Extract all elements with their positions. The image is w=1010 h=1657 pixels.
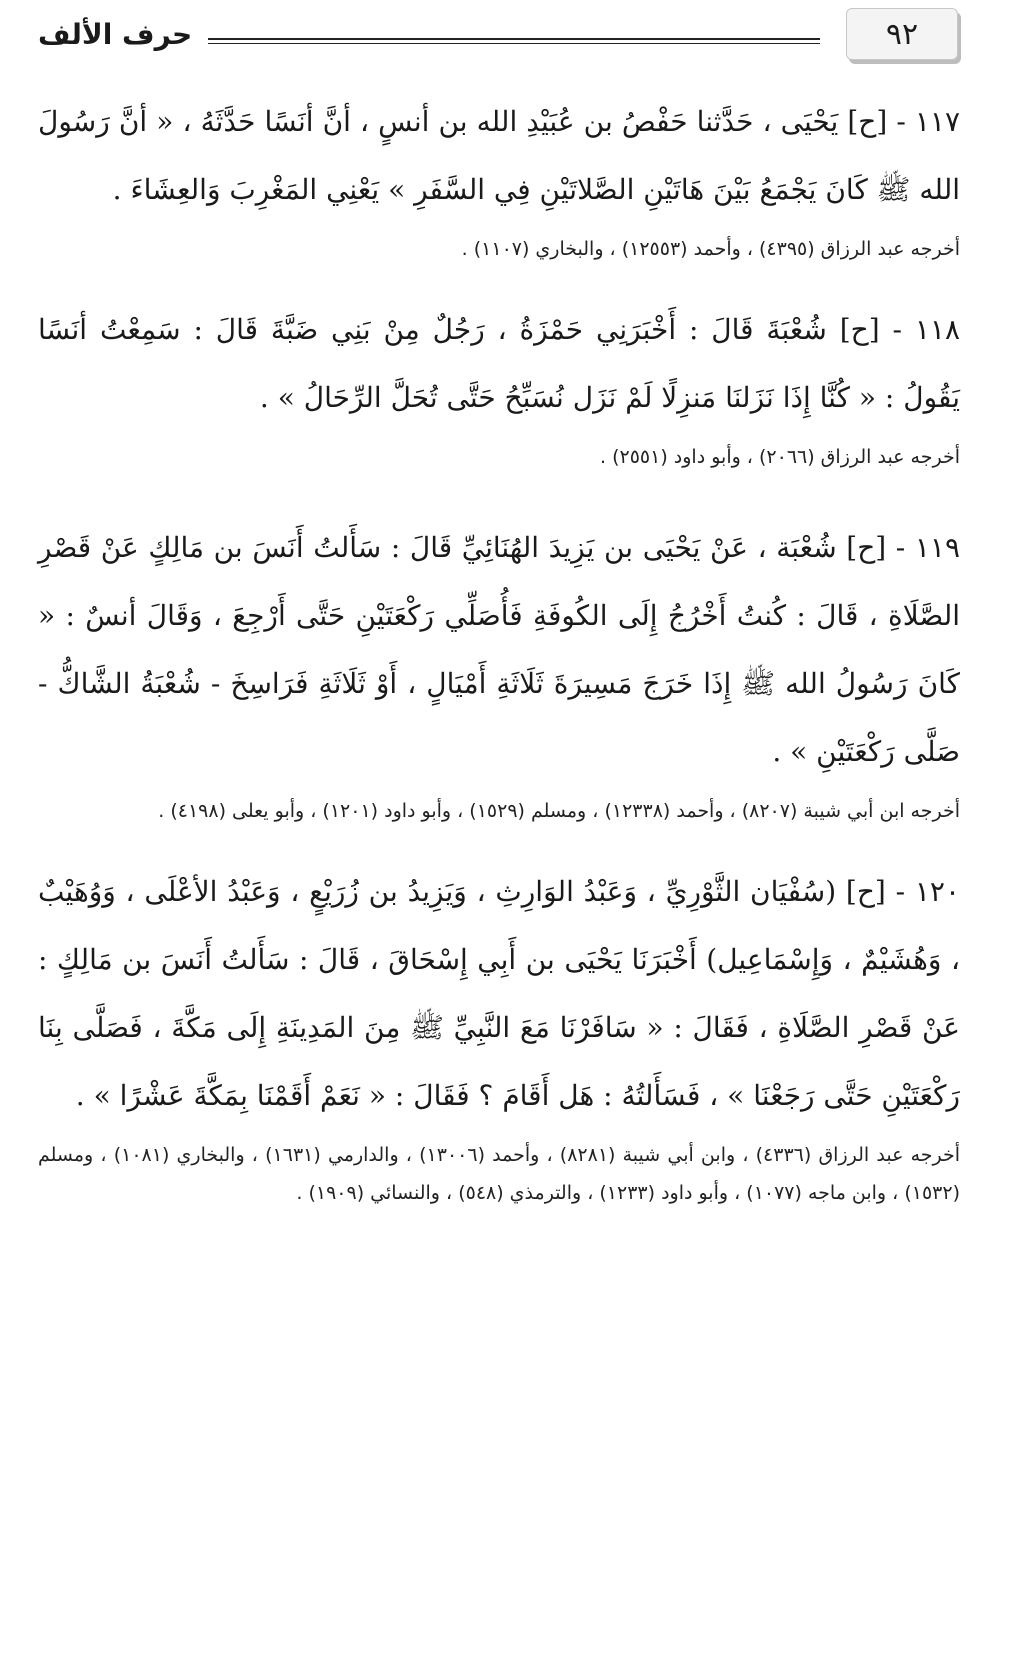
hadith-120 bbox=[38, 858, 960, 1212]
hadith-text: ١١٧ - [ح] يَحْيَى ، حَدَّثنا حَفْصُ بن عُبَيْدِ الله بن أنسٍ ، أنَّ أنَسًا حَدَّثَهُ ، « أنَّ رَسُولَ الله ﷺ كَانَ يَجْمَعُ بَيْنَ هَاتَيْنِ الصَّلاتَيْنِ فِي السَّفَرِ » يَعْنِي المَغْرِبَ وَالعِشَاءَ . bbox=[38, 105, 960, 206]
chapter-title: حرف الألف bbox=[38, 18, 193, 51]
page-body bbox=[38, 88, 960, 1212]
hadith-takhrij: أخرجه عبد الرزاق (٤٣٩٥) ، وأحمد (١٢٥٥٣) ، والبخاري (١١٠٧) . bbox=[461, 238, 960, 260]
hadith-117 bbox=[38, 88, 960, 268]
hadith-takhrij: أخرجه ابن أبي شيبة (٨٢٠٧) ، وأحمد (١٢٣٣٨) ، ومسلم (١٥٢٩) ، وأبو داود (١٢٠١) ، وأبو يعلى (٤١٩٨) . bbox=[158, 800, 960, 822]
hadith-text: ١١٨ - [ح] شُعْبَةَ قَالَ : أَخْبَرَنِي حَمْزَةُ ، رَجُلٌ مِنْ بَنِي ضَبَّةَ قَالَ : سَمِعْتُ أنَسًا يَقُولُ : « كُنَّا إِذَا نَزَلنَا مَنزِلًا لَمْ نَزَل نُسَبِّحُ حَتَّى تُحَلَّ الرِّحَالُ » . bbox=[38, 313, 960, 414]
header-rule bbox=[208, 38, 820, 44]
hadith-takhrij: أخرجه عبد الرزاق (٤٣٣٦) ، وابن أبي شيبة (٨٢٨١) ، وأحمد (١٣٠٠٦) ، والدارمي (١٦٣١) ، والبخاري (١٠٨١) ، ومسلم (١٥٣٢) ، وابن ماجه (١٠٧٧) ، وأبو داود (١٢٣٣) ، والترمذي (٥٤٨) ، والنسائي (١٩٠٩) . bbox=[38, 1144, 961, 1204]
page-number: ٩٢ bbox=[846, 8, 958, 60]
hadith-118 bbox=[38, 296, 960, 476]
hadith-119 bbox=[38, 514, 960, 830]
hadith-text: ١٢٠ - [ح] (سُفْيَان الثَّوْرِيِّ ، وَعَبْدُ الوَارِثِ ، وَيَزِيدُ بن زُرَيْعٍ ، وَعَبْدُ الأعْلَى ، وَوُهَيْبٌ ، وَهُشَيْمٌ ، وَإِسْمَاعِيل) أَخْبَرَنَا يَحْيَى بن أَبِي إِسْحَاقَ ، قَالَ : سَأَلتُ أَنَسَ بن مَالِكٍ : عَنْ قَصْرِ الصَّلَاةِ ، فَقَالَ : « سَافَرْنَا مَعَ النَّبِيِّ ﷺ مِنَ المَدِينَةِ إِلَى مَكَّةَ ، فَصَلَّى بِنَا رَكْعَتَيْنِ حَتَّى رَجَعْنَا » ، فَسَأَلتُهُ : هَل أَقَامَ ؟ فَقَالَ : « نَعَمْ أَقَمْنَا بِمَكَّةَ عَشْرًا » . bbox=[38, 875, 960, 1112]
hadith-text: ١١٩ - [ح] شُعْبَة ، عَنْ يَحْيَى بن يَزِيدَ الهُنَائِيِّ قَالَ : سَأَلتُ أَنَسَ بن مَالِكٍ عَنْ قَصْرِ الصَّلَاةِ ، قَالَ : كُنتُ أَخْرُجُ إِلَى الكُوفَةِ فَأُصَلِّي رَكْعَتَيْنِ حَتَّى أَرْجِعَ ، وَقَالَ أنسٌ : « كَانَ رَسُولُ الله ﷺ إِذَا خَرَجَ مَسِيرَةَ ثَلَاثَةِ أَمْيَالٍ ، أَوْ ثَلَاثَةِ فَرَاسِخَ - شُعْبَةُ الشَّاكُّ - صَلَّى رَكْعَتَيْنِ » . bbox=[38, 531, 960, 768]
page-header bbox=[38, 8, 958, 64]
hadith-takhrij: أخرجه عبد الرزاق (٢٠٦٦) ، وأبو داود (٢٥٥١) . bbox=[600, 446, 960, 468]
